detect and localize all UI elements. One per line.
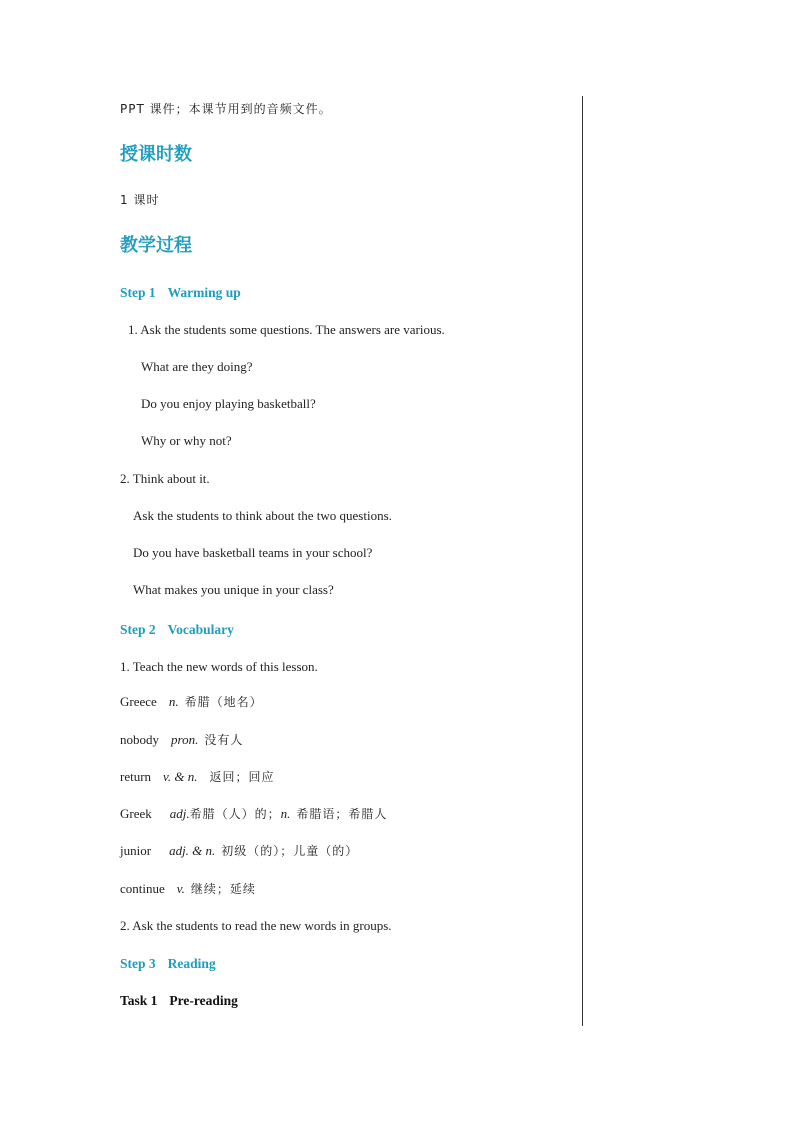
vocab-word: Greece	[120, 694, 157, 709]
vocab-item	[120, 805, 387, 823]
vocab-word: return	[120, 769, 152, 784]
vocab-word: junior	[120, 843, 152, 858]
vocab-meaning: 继续；延续	[190, 882, 256, 896]
vocab-pos: n.	[168, 694, 179, 709]
vocab-item	[120, 880, 256, 898]
step1-question3: Why or why not?	[141, 433, 232, 448]
task1-heading	[120, 992, 238, 1010]
vocab-word: Greek	[120, 806, 152, 821]
step1-item2: 2. Think about it.	[120, 471, 210, 486]
step1-think2: Do you have basketball teams in your school?	[133, 545, 373, 560]
vocab-pos: adj.	[169, 806, 190, 821]
vocab-word: nobody	[120, 732, 159, 747]
step3-title: Reading	[167, 956, 216, 971]
vocab-item	[120, 693, 263, 711]
step1-think3: What makes you unique in your class?	[133, 582, 334, 597]
process-heading: 教学过程	[120, 235, 192, 256]
step2-item2: 2. Ask the students to read the new words in groups.	[120, 918, 392, 933]
hours-heading: 授课时数	[120, 144, 192, 165]
step2-item1: 1. Teach the new words of this lesson.	[120, 659, 318, 674]
step3-heading	[120, 955, 216, 973]
vocab-pos: pron.	[171, 732, 199, 747]
vocab-meaning: 没有人	[204, 733, 244, 747]
step3-number: Step 3	[120, 956, 156, 971]
vocab-meaning: 返回；回应	[209, 770, 275, 784]
vocab-item	[120, 768, 274, 786]
step1-heading	[120, 284, 241, 302]
step1-question2: Do you enjoy playing basketball?	[141, 396, 316, 411]
step1-question1: What are they doing?	[141, 359, 253, 374]
vocab-meaning-2: 希腊语；希腊人	[296, 807, 388, 821]
step1-think1: Ask the students to think about the two questions.	[133, 508, 392, 523]
vocab-item	[120, 731, 243, 749]
step1-item1: 1. Ask the students some questions. The answers are various.	[128, 322, 445, 337]
column-divider	[582, 96, 583, 1026]
vocab-meaning: 希腊（人）的；	[189, 807, 281, 821]
step2-number: Step 2	[120, 622, 156, 637]
vocab-pos: adj. & n.	[169, 843, 216, 858]
task1-title: Pre-reading	[169, 993, 238, 1008]
vocab-meaning: 初级（的）；儿童（的）	[221, 844, 359, 858]
vocab-item	[120, 842, 358, 860]
vocab-word: continue	[120, 881, 165, 896]
materials-text: PPT 课件；本课节用到的音频文件。	[120, 102, 332, 116]
step1-number: Step 1	[120, 285, 156, 300]
step2-heading	[120, 621, 234, 639]
vocab-pos: v.	[176, 881, 185, 896]
hours-value: 1 课时	[120, 193, 160, 207]
vocab-pos-2: n.	[280, 806, 291, 821]
step2-title: Vocabulary	[167, 622, 234, 637]
step1-title: Warming up	[167, 285, 241, 300]
vocab-pos: v. & n.	[163, 769, 198, 784]
vocab-meaning: 希腊（地名）	[184, 695, 263, 709]
task1-number: Task 1	[120, 993, 158, 1008]
